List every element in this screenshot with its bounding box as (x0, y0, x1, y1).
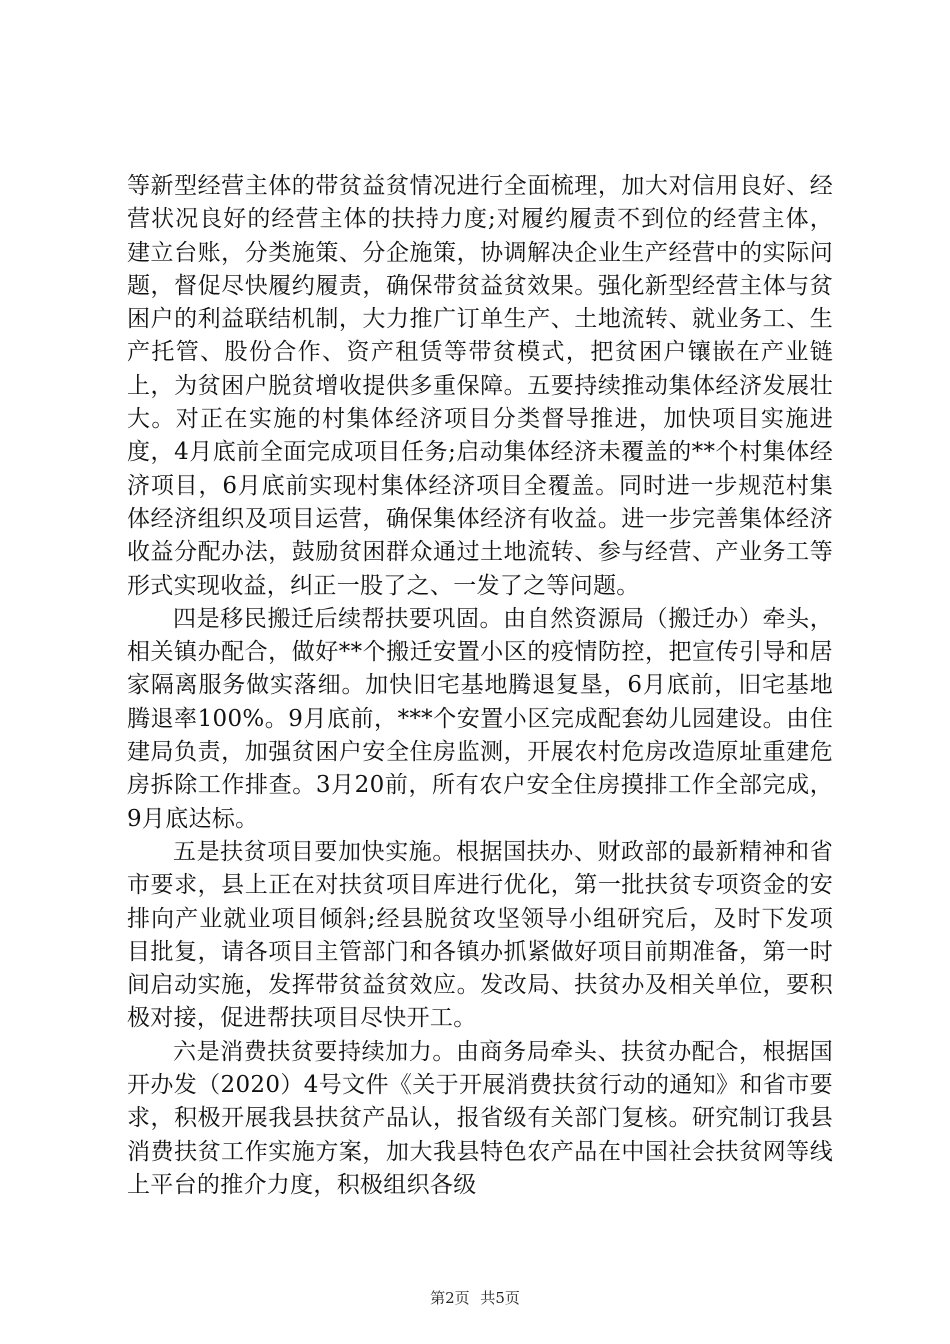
paragraph-4: 六是消费扶贫要持续加力。由商务局牵头、扶贫办配合，根据国开办发（2020）4号文件《关于开展消费扶贫行动的通知》和省市要求，积极开展我县扶贫产品认，报省级有关部门复核。研究制订我县消费扶贫工作实施方案，加大我县特色农产品在中国社会扶贫网等线上平台的推介力度，积极组织各级 (127, 1038, 833, 1198)
document-body (127, 170, 833, 1202)
paragraph-2: 四是移民搬迁后续帮扶要巩固。由自然资源局（搬迁办）牵头，相关镇办配合，做好**个搬迁安置小区的疫情防控，把宣传引导和居家隔离服务做实落细。加快旧宅基地腾退复垦，6月底前，旧宅基地腾退率100%。9月底前，***个安置小区完成配套幼儿园建设。由住建局负责，加强贫困户安全住房监测，开展农村危房改造原址重建危房拆除工作排查。3月20前，所有农户安全住房摸排工作全部完成，9月底达标。 (127, 605, 833, 832)
paragraph-1: 等新型经营主体的带贫益贫情况进行全面梳理，加大对信用良好、经营状况良好的经营主体的扶持力度;对履约履责不到位的经营主体，建立台账，分类施策、分企施策，协调解决企业生产经营中的实际问题，督促尽快履约履责，确保带贫益贫效果。强化新型经营主体与贫困户的利益联结机制，大力推广订单生产、土地流转、就业务工、生产托管、股份合作、资产租赁等带贫模式，把贫困户镶嵌在产业链上，为贫困户脱贫增收提供多重保障。五要持续推动集体经济发展壮大。对正在实施的村集体经济项目分类督导推进，加快项目实施进度，4月底前全面完成项目任务;启动集体经济未覆盖的**个村集体经济项目，6月底前实现村集体经济项目全覆盖。同时进一步规范村集体经济组织及项目运营，确保集体经济有收益。进一步完善集体经济收益分配办法，鼓励贫困群众通过土地流转、参与经营、产业务工等形式实现收益，纠正一股了之、一发了之等问题。 (127, 173, 833, 599)
page-footer (0, 1287, 950, 1308)
paragraph-3: 五是扶贫项目要加快实施。根据国扶办、财政部的最新精神和省市要求，县上正在对扶贫项目库进行优化，第一批扶贫专项资金的安排向产业就业项目倾斜;经县脱贫攻坚领导小组研究后，及时下发项目批复，请各项目主管部门和各镇办抓紧做好项目前期准备，第一时间启动实施，发挥带贫益贫效应。发改局、扶贫办及相关单位，要积极对接，促进帮扶项目尽快开工。 (127, 838, 833, 1032)
page-number: 第2页 (430, 1289, 470, 1307)
page-total: 共5页 (480, 1289, 520, 1307)
